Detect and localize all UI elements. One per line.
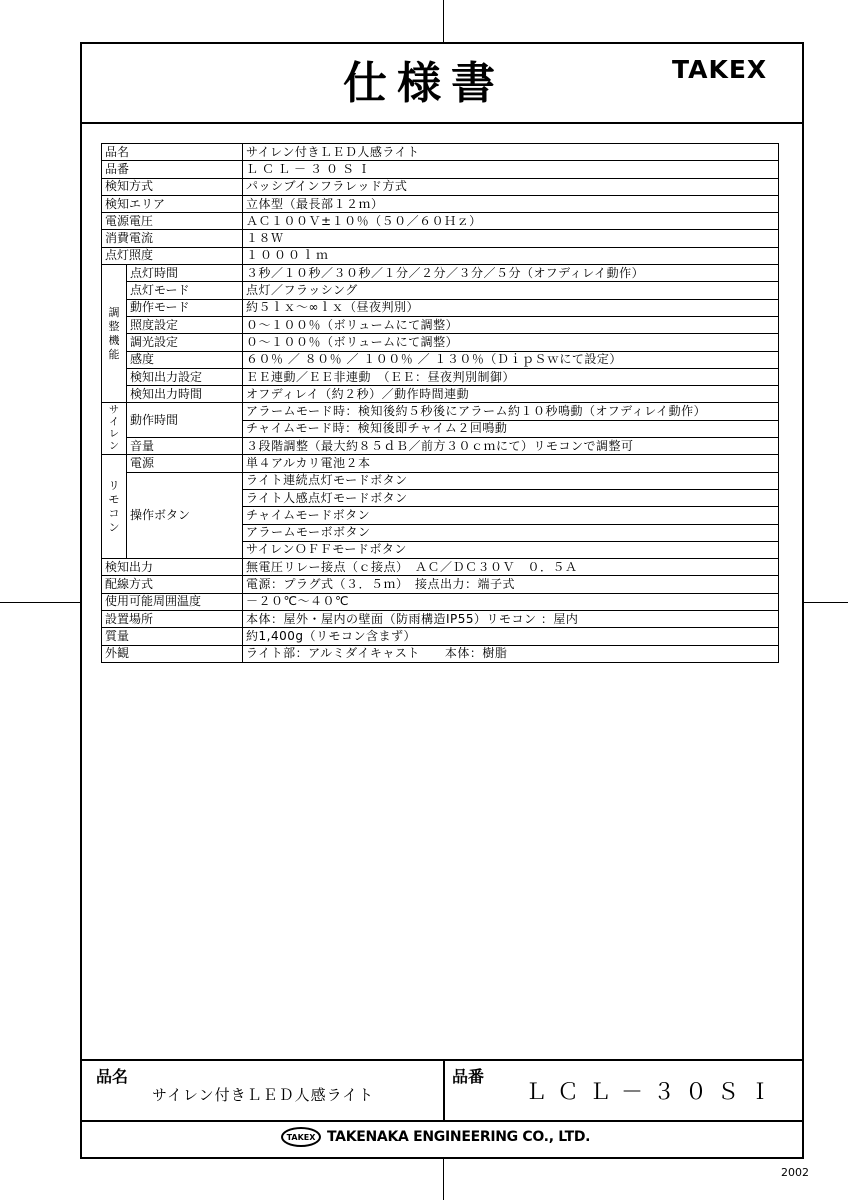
row-label: 検知出力設定 bbox=[127, 368, 243, 385]
row-label: 電源電圧 bbox=[102, 213, 243, 230]
row-value: ライト連続点灯モードボタン bbox=[243, 472, 779, 489]
table-row bbox=[102, 593, 779, 610]
row-label: 照度設定 bbox=[127, 316, 243, 333]
row-value: ３段階調整（最大約８５ｄＢ／前方３０ｃｍにて）リモコンで調整可 bbox=[243, 438, 779, 455]
table-row bbox=[102, 438, 779, 455]
row-value: －２０℃～４０℃ bbox=[243, 593, 779, 610]
table-row bbox=[102, 247, 779, 264]
row-label: 点灯照度 bbox=[102, 247, 243, 264]
row-value: ライト人感点灯モードボタン bbox=[243, 489, 779, 506]
crop-mark-top bbox=[443, 0, 444, 42]
table-row bbox=[102, 161, 779, 178]
row-value: ０～１００％（ボリュームにて調整） bbox=[243, 316, 779, 333]
table-row bbox=[102, 455, 779, 472]
footer-number-label: 品番 bbox=[452, 1067, 485, 1086]
table-row bbox=[102, 195, 779, 212]
table-row bbox=[102, 645, 779, 662]
row-value: パッシブインフラレッド方式 bbox=[243, 178, 779, 195]
row-value: チャイムモードボタン bbox=[243, 507, 779, 524]
row-value: サイレンＯＦＦモードボタン bbox=[243, 541, 779, 558]
row-label: 検知方式 bbox=[102, 178, 243, 195]
row-label: 検知エリア bbox=[102, 195, 243, 212]
row-value: ＥＥ連動／ＥＥ非連動 （ＥＥ：昼夜判別制御） bbox=[243, 368, 779, 385]
table-row bbox=[102, 351, 779, 368]
table-row bbox=[102, 282, 779, 299]
row-value: 本体：屋外・屋内の壁面（防雨構造IP55）リモコン ：屋内 bbox=[243, 611, 779, 628]
row-value: ライト部：アルミダイキャスト 本体：樹脂 bbox=[243, 645, 779, 662]
row-value: オフディレイ（約２秒）／動作時間連動 bbox=[243, 386, 779, 403]
footer-name-label: 品名 bbox=[96, 1067, 129, 1086]
row-label: 配線方式 bbox=[102, 576, 243, 593]
footer-mid-divider bbox=[80, 1120, 804, 1122]
group-label-text: サイレン bbox=[109, 404, 119, 452]
takex-mark-icon: TAKEX bbox=[281, 1127, 321, 1147]
crop-mark-bottom bbox=[443, 1159, 444, 1200]
header-divider bbox=[80, 122, 804, 124]
row-label: 感度 bbox=[127, 351, 243, 368]
row-value: ３秒／１０秒／３０秒／１分／２分／３分／５分（オフディレイ動作） bbox=[243, 265, 779, 282]
brand-logo: TAKEX bbox=[672, 55, 768, 84]
spec-table bbox=[101, 143, 779, 663]
row-label: 検知出力 bbox=[102, 559, 243, 576]
footer-col-divider bbox=[443, 1059, 445, 1121]
footer-top-divider bbox=[80, 1059, 804, 1061]
row-label: 動作時間 bbox=[127, 403, 243, 438]
row-label: 品名 bbox=[102, 144, 243, 161]
row-label: 質量 bbox=[102, 628, 243, 645]
crop-mark-right bbox=[804, 602, 848, 603]
row-label: 点灯モード bbox=[127, 282, 243, 299]
row-value: ０～１００％（ボリュームにて調整） bbox=[243, 334, 779, 351]
row-label: 電源 bbox=[127, 455, 243, 472]
table-row bbox=[102, 213, 779, 230]
row-value: １０００ｌｍ bbox=[243, 247, 779, 264]
row-value: 立体型（最長部１２ｍ） bbox=[243, 195, 779, 212]
table-row bbox=[102, 299, 779, 316]
company-logo bbox=[281, 1127, 590, 1147]
table-row bbox=[102, 230, 779, 247]
table-row bbox=[102, 144, 779, 161]
row-value: 点灯／フラッシング bbox=[243, 282, 779, 299]
footer-number-value: ＬＣＬ－３０ＳＩ bbox=[525, 1080, 782, 1105]
row-value: 単４アルカリ電池２本 bbox=[243, 455, 779, 472]
table-row bbox=[102, 316, 779, 333]
row-value: チャイムモード時：検知後即チャイム２回鳴動 bbox=[243, 420, 779, 437]
crop-mark-left bbox=[0, 602, 80, 603]
row-label: 操作ボタン bbox=[127, 472, 243, 558]
row-label: 設置場所 bbox=[102, 611, 243, 628]
row-value: 約1,400g（リモコン含まず） bbox=[243, 628, 779, 645]
row-label: 動作モード bbox=[127, 299, 243, 316]
group-label-text: 調整機能 bbox=[108, 305, 120, 361]
row-label: 調光設定 bbox=[127, 334, 243, 351]
row-value: ＡＣ１００Ｖ±１０％（５０／６０Ｈｚ） bbox=[243, 213, 779, 230]
table-row bbox=[102, 559, 779, 576]
document-code: 2002 bbox=[781, 1166, 809, 1179]
row-value: サイレン付きＬＥＤ人感ライト bbox=[243, 144, 779, 161]
row-value: 無電圧リレー接点（ｃ接点） ＡＣ／ＤＣ３０Ｖ ０．５Ａ bbox=[243, 559, 779, 576]
table-row bbox=[102, 386, 779, 403]
group-label-text: リモコン bbox=[108, 478, 120, 534]
company-name: TAKENAKA ENGINEERING CO., LTD. bbox=[327, 1129, 591, 1145]
page-title: 仕様書 bbox=[343, 58, 505, 109]
row-value: 電源：プラグ式（３．５ｍ） 接点出力：端子式 bbox=[243, 576, 779, 593]
row-value: １８Ｗ bbox=[243, 230, 779, 247]
table-row bbox=[102, 265, 779, 282]
row-label: 検知出力時間 bbox=[127, 386, 243, 403]
row-label: 品番 bbox=[102, 161, 243, 178]
row-label: 使用可能周囲温度 bbox=[102, 593, 243, 610]
row-value: ＬＣＬ－３０ＳＩ bbox=[243, 161, 779, 178]
row-value: 約５ｌｘ～∞ｌｘ（昼夜判別） bbox=[243, 299, 779, 316]
row-value: ６０％ ／ ８０％ ／ １００％ ／ １３０％（ＤｉｐＳｗにて設定） bbox=[243, 351, 779, 368]
row-value: アラームモーボボタン bbox=[243, 524, 779, 541]
row-label: 外観 bbox=[102, 645, 243, 662]
table-row bbox=[102, 334, 779, 351]
footer-name-value: サイレン付きＬＥＤ人感ライト bbox=[152, 1086, 375, 1104]
row-label: 点灯時間 bbox=[127, 265, 243, 282]
row-value: アラームモード時：検知後約５秒後にアラーム約１０秒鳴動（オフディレイ動作） bbox=[243, 403, 779, 420]
table-row bbox=[102, 403, 779, 420]
group-label-siren bbox=[102, 403, 127, 455]
table-row bbox=[102, 472, 779, 489]
table-row bbox=[102, 368, 779, 385]
group-label-adjust bbox=[102, 265, 127, 403]
group-label-remote bbox=[102, 455, 127, 559]
table-row bbox=[102, 178, 779, 195]
table-row bbox=[102, 611, 779, 628]
table-row bbox=[102, 628, 779, 645]
table-row bbox=[102, 576, 779, 593]
row-label: 消費電流 bbox=[102, 230, 243, 247]
row-label: 音量 bbox=[127, 438, 243, 455]
